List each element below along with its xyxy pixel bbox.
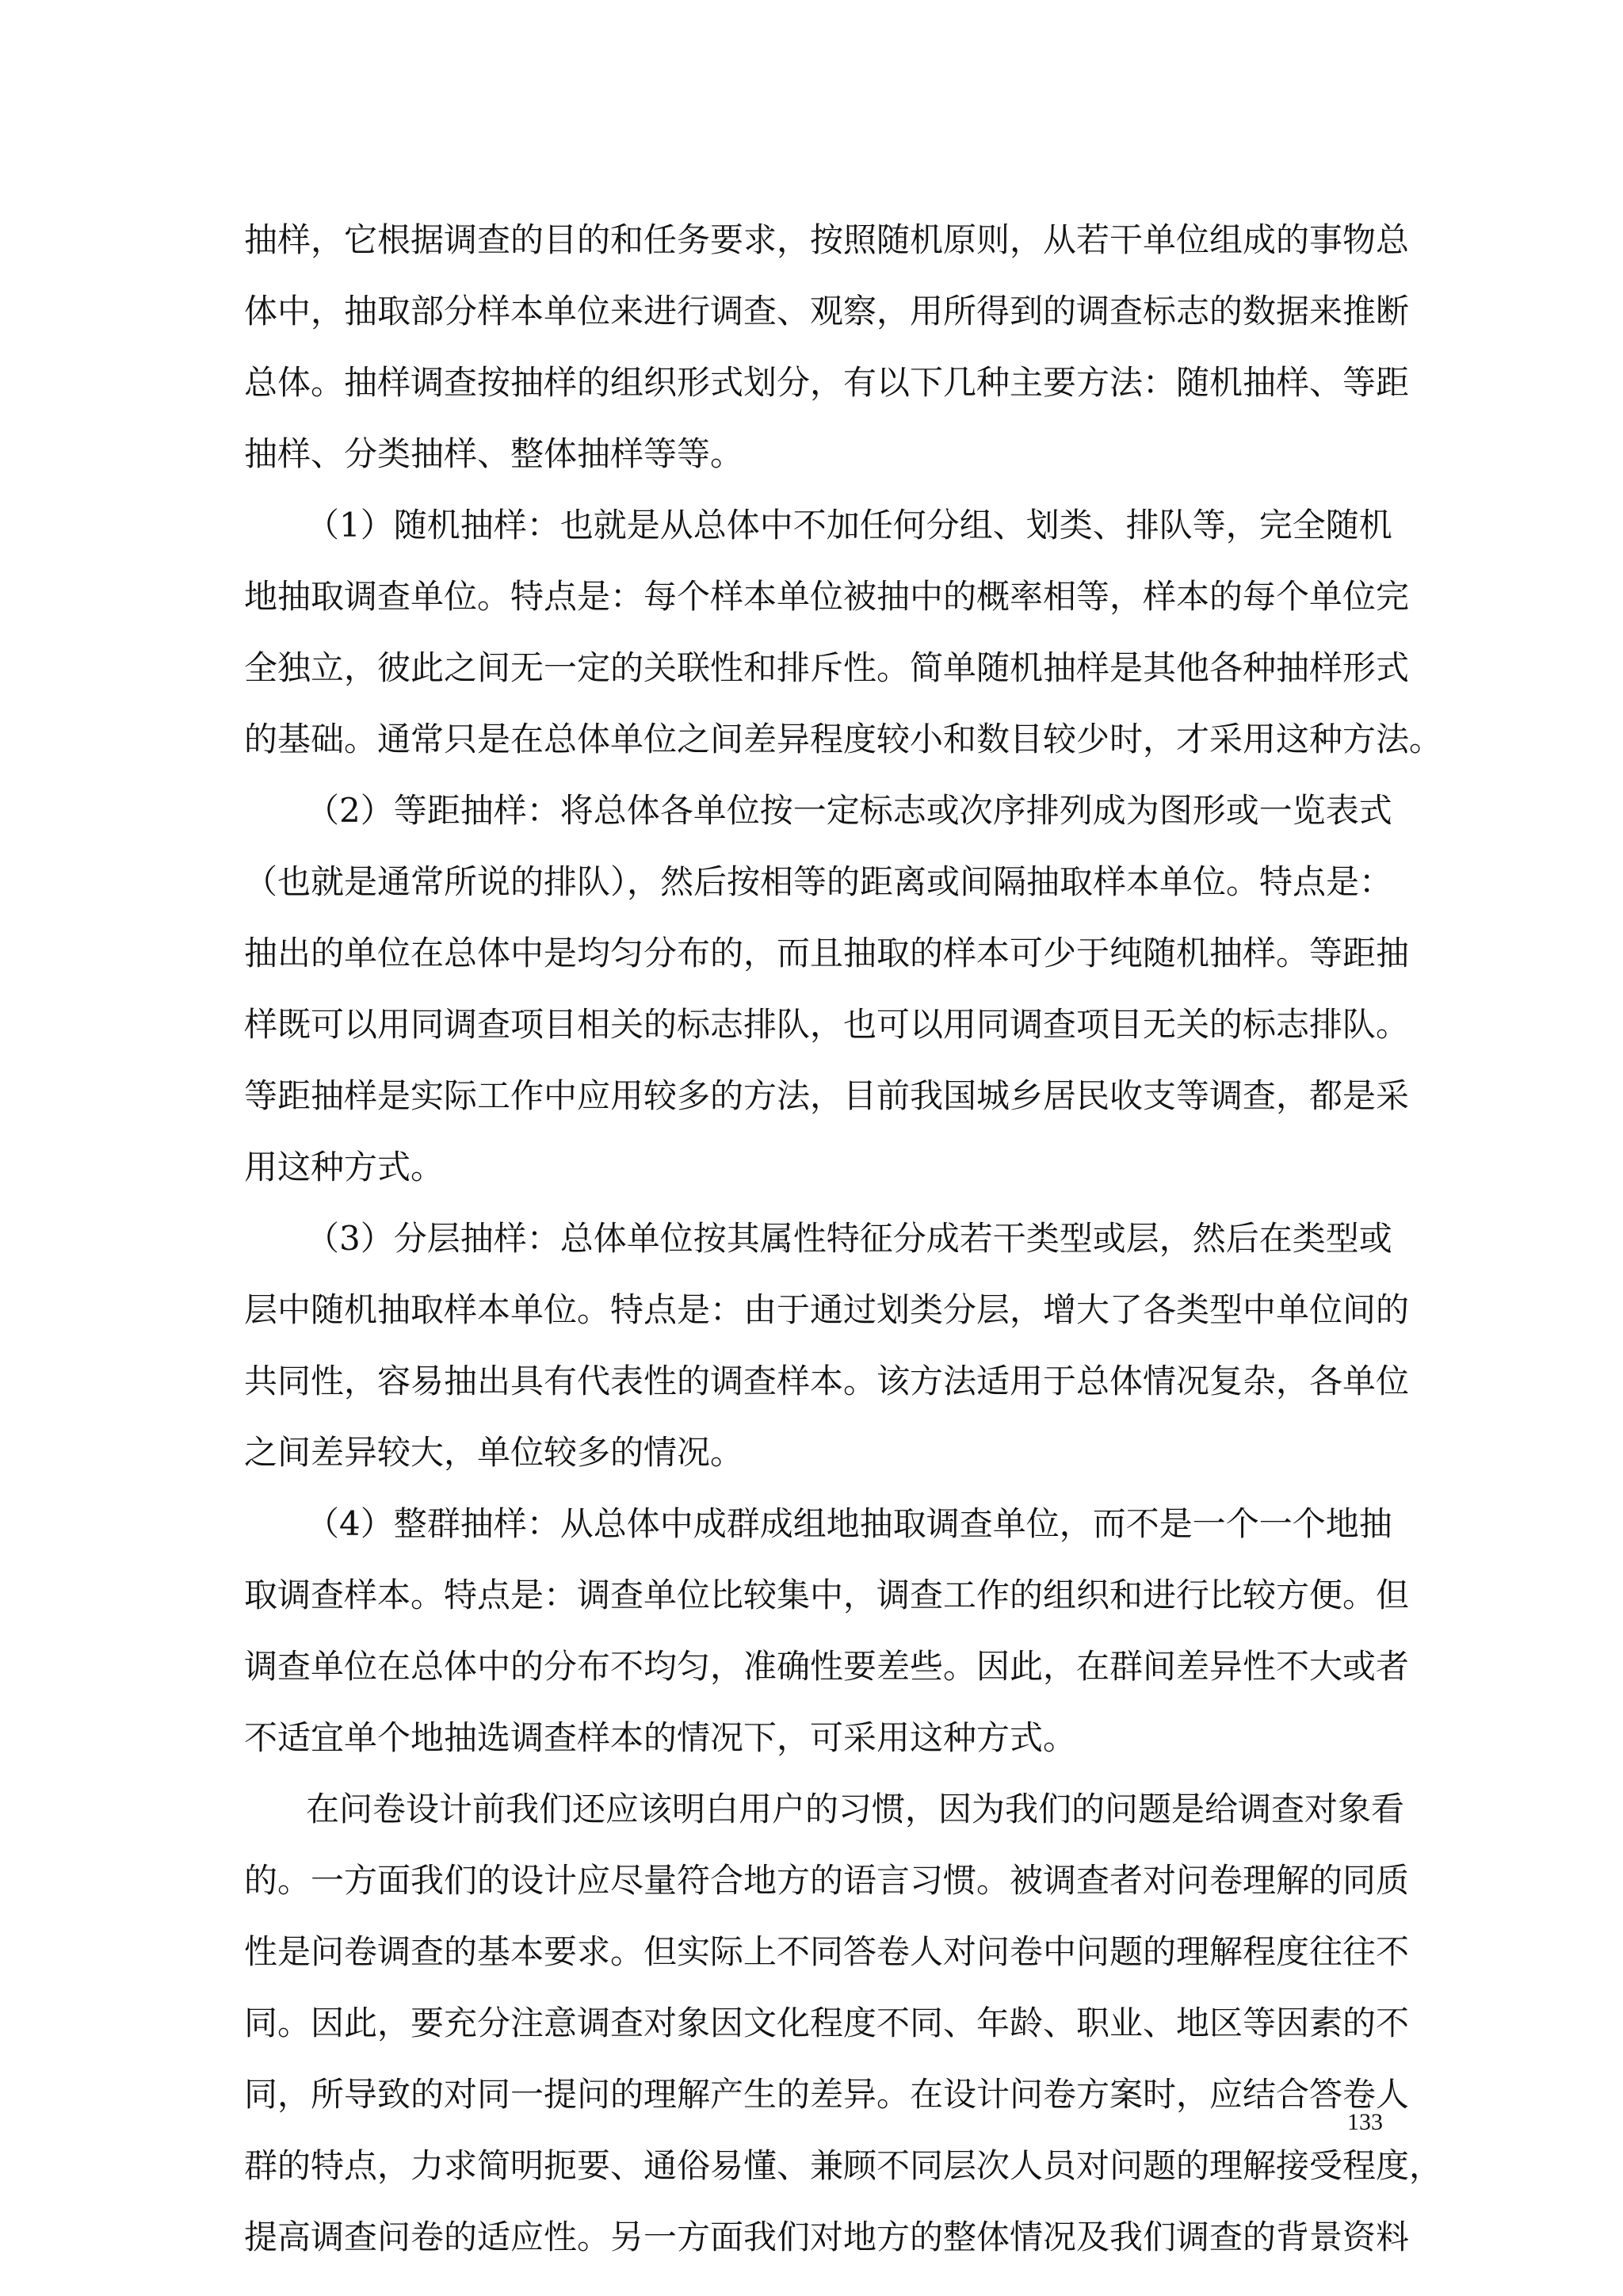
paragraph xyxy=(244,775,1410,1203)
text-line: 共同性，容易抽出具有代表性的调查样本。该方法适用于总体情况复杂，各单位 xyxy=(244,1362,1410,1400)
text-line: 之间差异较大，单位较多的情况。 xyxy=(244,1433,744,1472)
text-line: 性是问卷调查的基本要求。但实际上不同答卷人对问卷中问题的理解程度往往不 xyxy=(244,1932,1410,1971)
text-line: 调查单位在总体中的分布不均匀，准确性要差些。因此，在群间差异性不大或者 xyxy=(244,1647,1410,1686)
text-line: （1）随机抽样：也就是从总体中不加任何分组、划类、排队等，完全随机 xyxy=(306,506,1392,544)
text-line: 抽样、分类抽样、整体抽样等等。 xyxy=(244,434,744,473)
text-line: （2）等距抽样：将总体各单位按一定标志或次序排列成为图形或一览表式 xyxy=(306,791,1392,830)
text-line: 不适宜单个地抽选调查样本的情况下，可采用这种方式。 xyxy=(244,1718,1077,1757)
text-line: 体中，抽取部分样本单位来进行调查、观察，用所得到的调查标志的数据来推断 xyxy=(244,292,1410,330)
text-line: 层中随机抽取样本单位。特点是：由于通过划类分层，增大了各类型中单位间的 xyxy=(244,1290,1410,1329)
text-line: 的基础。通常只是在总体单位之间差异程度较小和数目较少时，才采用这种方法。 xyxy=(244,720,1443,758)
page-number: 133 xyxy=(1347,2109,1383,2135)
text-line: （4）整群抽样：从总体中成群成组地抽取调查单位，而不是一个一个地抽 xyxy=(306,1504,1392,1543)
text-line: 同。因此，要充分注意调查对象因文化程度不同、年龄、职业、地区等因素的不 xyxy=(244,2004,1410,2042)
document-body xyxy=(244,204,1443,2273)
text-line: 提高调查问卷的适应性。另一方面我们对地方的整体情况及我们调查的背景资料 xyxy=(244,2218,1410,2256)
text-line: 全独立，彼此之间无一定的关联性和排斥性。简单随机抽样是其他各种抽样形式 xyxy=(244,648,1410,687)
text-line: 同，所导致的对同一提问的理解产生的差异。在设计问卷方案时，应结合答卷人 xyxy=(244,2075,1410,2114)
paragraph xyxy=(244,1203,1410,1488)
text-line: 抽样，它根据调查的目的和任务要求，按照随机原则，从若干单位组成的事物总 xyxy=(244,220,1410,259)
text-line: 等距抽样是实际工作中应用较多的方法，目前我国城乡居民收支等调查，都是采 xyxy=(244,1076,1410,1115)
paragraph xyxy=(244,1488,1410,1774)
text-line: （也就是通常所说的排队），然后按相等的距离或间隔抽取样本单位。特点是： xyxy=(244,862,1393,901)
text-line: 总体。抽样调查按抽样的组织形式划分，有以下几种主要方法：随机抽样、等距 xyxy=(244,363,1410,402)
paragraph xyxy=(244,204,1410,490)
text-line: 在问卷设计前我们还应该明白用户的习惯，因为我们的问题是给调查对象看 xyxy=(306,1790,1405,1828)
paragraph xyxy=(244,490,1443,775)
text-line: 地抽取调查单位。特点是：每个样本单位被抽中的概率相等，样本的每个单位完 xyxy=(244,577,1410,616)
text-line: 的。一方面我们的设计应尽量符合地方的语言习惯。被调查者对问卷理解的同质 xyxy=(244,1861,1410,1900)
text-line: 样既可以用同调查项目相关的标志排队，也可以用同调查项目无关的标志排队。 xyxy=(244,1005,1410,1044)
text-line: 群的特点，力求简明扼要、通俗易懂、兼顾不同层次人员对问题的理解接受程度， xyxy=(244,2146,1443,2185)
text-line: 取调查样本。特点是：调查单位比较集中，调查工作的组织和进行比较方便。但 xyxy=(244,1576,1410,1614)
paragraph xyxy=(244,1774,1443,2273)
text-line: 抽出的单位在总体中是均匀分布的，而且抽取的样本可少于纯随机抽样。等距抽 xyxy=(244,934,1410,972)
text-line: 用这种方式。 xyxy=(244,1148,445,1186)
text-line: （3）分层抽样：总体单位按其属性特征分成若干类型或层，然后在类型或 xyxy=(306,1219,1392,1258)
